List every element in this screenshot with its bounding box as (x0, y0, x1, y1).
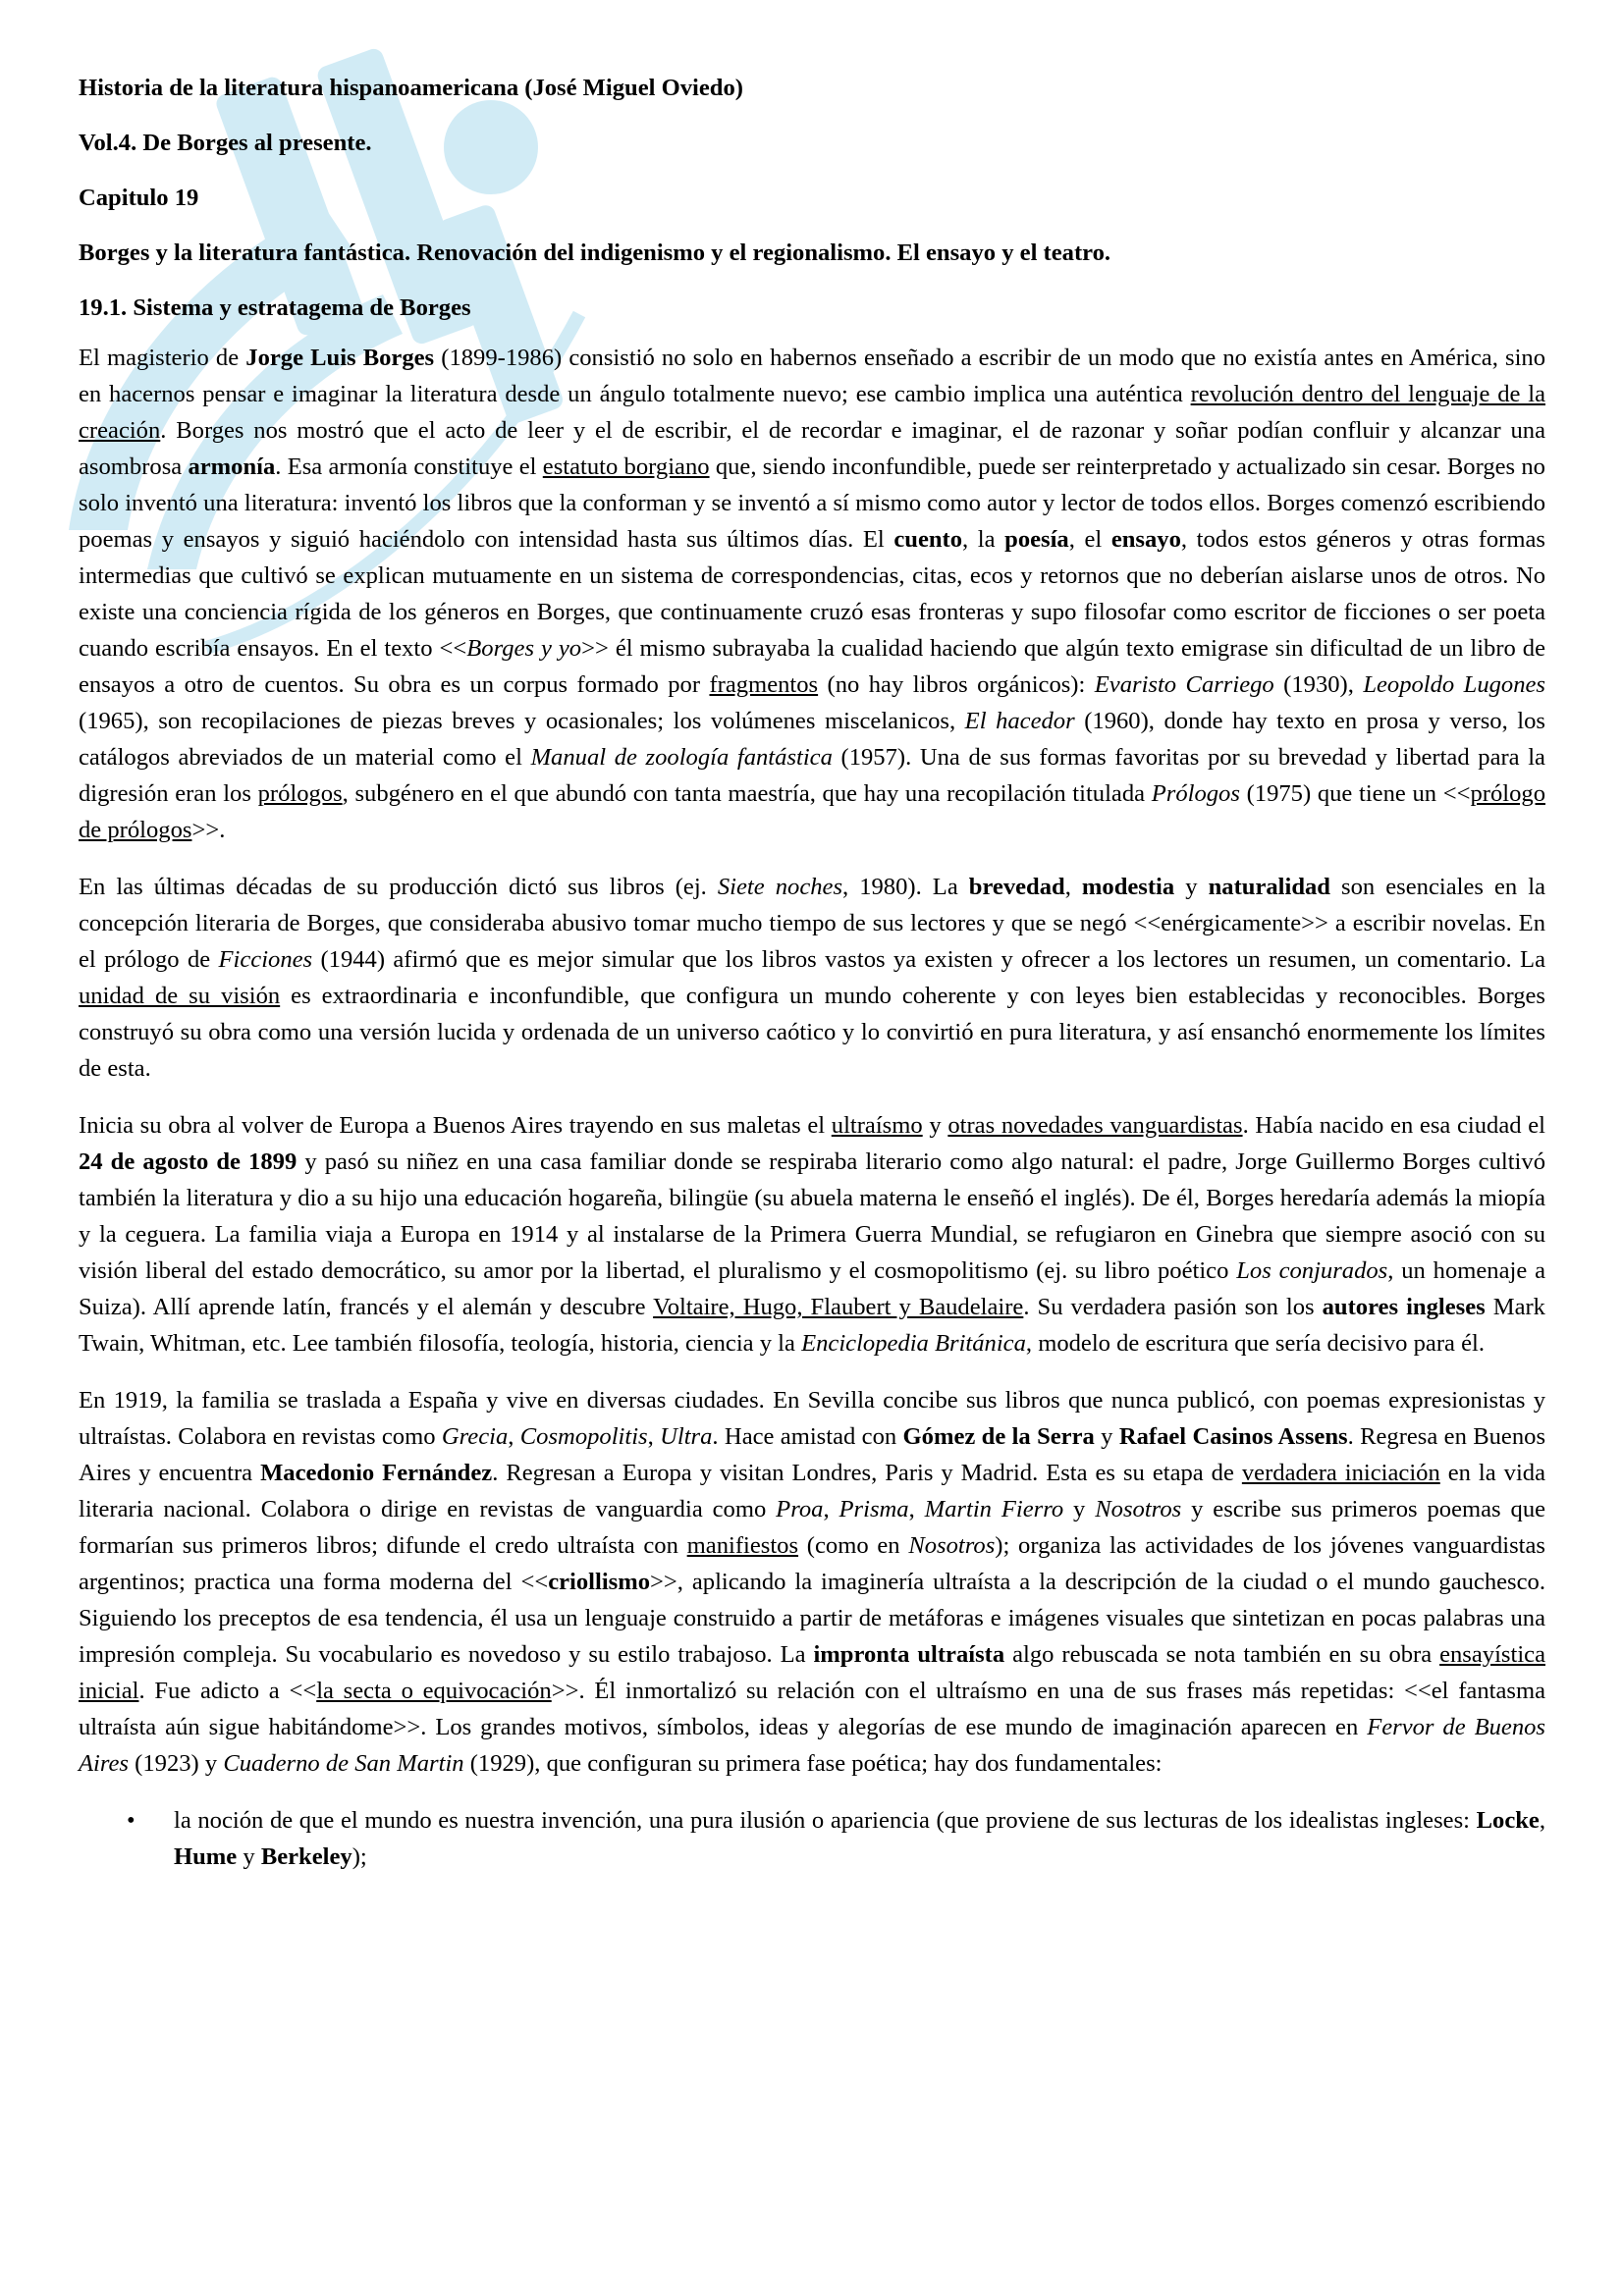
volume-title: Vol.4. De Borges al presente. (79, 130, 372, 156)
paragraph-3: Inicia su obra al volver de Europa a Buenos Aires trayendo en sus maletas el ultraísmo y otras novedades vanguardistas. Había nacido en esa ciudad el 24 de agosto de 1899 y pasó su niñez en una casa familiar donde se respiraba literario como algo natural: el padre, Jorge Guillermo Borges cultivó también la literatura y dio a su hijo una educación hogareña, bilingüe (su abuela materna le enseñó el inglés). De él, Borges heredaría además la miopía y la ceguera. La familia viaja a Europa en 1914 y al instalarse de la Primera Guerra Mundial, se refugiaron en Ginebra que siempre asoció con su visión liberal del estado democrático, su amor por la libertad, el pluralismo y el cosmopolitismo (ej. su libro poético Los conjurados, un homenaje a Suiza). Allí aprende latín, francés y el alemán y descubre Voltaire, Hugo, Flaubert y Baudelaire. Su verdadera pasión son los autores ingleses Mark Twain, Whitman, etc. Lee también filosofía, teología, historia, ciencia y la Enciclopedia Británica, modelo de escritura que sería decisivo para él. (79, 1112, 1546, 1357)
paragraph-2: En las últimas décadas de su producción dictó sus libros (ej. Siete noches, 1980). La brevedad, modestia y naturalidad son esenciales en la concepción literaria de Borges, que consideraba abusivo tomar mucho tiempo de sus lectores y que se negó <<enérgicamente>> a escribir novelas. En el prólogo de Ficciones (1944) afirmó que es mejor simular que los libros vastos ya existen y ofrecer a los lectores un resumen, un comentario. La unidad de su visión es extraordinaria e inconfundible, que configura un mundo coherente y con leyes bien establecidas y reconocibles. Borges construyó su obra como una versión lucida y ordenada de un universo caótico y lo convirtió en pura literatura, y así ensanchó enormemente los límites de esta. (79, 874, 1545, 1082)
document-page (79, 71, 1545, 1875)
chapter-title: Borges y la literatura fantástica. Renovación del indigenismo y el regionalismo. El ensayo y el teatro. (79, 240, 1111, 266)
chapter-number: Capitulo 19 (79, 185, 199, 211)
bullet-list (79, 1802, 1545, 1875)
paragraph-1: El magisterio de Jorge Luis Borges (1899-1986) consistió no solo en habernos enseñado a escribir de un modo que no existía antes en América, sino en hacernos pensar e imaginar la literatura desde un ángulo totalmente nuevo; ese cambio implica una auténtica revolución dentro del lenguaje de la creación. Borges nos mostró que el acto de leer y el de escribir, el de recordar e imaginar, el de razonar y soñar podían confluir y alcanzar una asombrosa armonía. Esa armonía constituye el estatuto borgiano que, siendo inconfundible, puede ser reinterpretado y actualizado sin cesar. Borges no solo inventó una literatura: inventó los libros que la conforman y se inventó a sí mismo como autor y lector de todos ellos. Borges comenzó escribiendo poemas y ensayos y siguió haciéndolo con intensidad hasta sus últimos días. El cuento, la poesía, el ensayo, todos estos géneros y otras formas intermedias que cultivó se explican mutuamente en un sistema de correspondencias, citas, ecos y retornos que no deberían aislarse unos de otros. No existe una conciencia rígida de los géneros en Borges, que continuamente cruzó esas fronteras y supo filosofar como escritor de ficciones o ser poeta cuando escribía ensayos. En el texto <<Borges y yo>> él mismo subrayaba la cualidad haciendo que algún texto emigrase sin dificultad de un libro de ensayos a otro de cuentos. Su obra es un corpus formado por fragmentos (no hay libros orgánicos): Evaristo Carriego (1930), Leopoldo Lugones (1965), son recopilaciones de piezas breves y ocasionales; los volúmenes miscelanicos, El hacedor (1960), donde hay texto en prosa y verso, los catálogos abreviados de un material como el Manual de zoología fantástica (1957). Una de sus formas favoritas por su brevedad y libertad para la digresión eran los prólogos, subgénero en el que abundó con tanta maestría, que hay una recopilación titulada Prólogos (1975) que tiene un <<prólogo de prólogos>>. (79, 345, 1546, 843)
section-title: 19.1. Sistema y estratagema de Borges (79, 294, 471, 321)
book-title: Historia de la literatura hispanoamericana (José Miguel Oviedo) (79, 75, 743, 101)
bullet-icon: • (127, 1807, 135, 1834)
paragraph-4: En 1919, la familia se traslada a España y vive en diversas ciudades. En Sevilla concibe sus libros que nunca publicó, con poemas expresionistas y ultraístas. Colabora en revistas como Grecia, Cosmopolitis, Ultra. Hace amistad con Gómez de la Serra y Rafael Casinos Assens. Regresa en Buenos Aires y encuentra Macedonio Fernández. Regresan a Europa y visitan Londres, Paris y Madrid. Esta es su etapa de verdadera iniciación en la vida literaria nacional. Colabora o dirige en revistas de vanguardia como Proa, Prisma, Martin Fierro y Nosotros y escribe sus primeros poemas que formarían sus primeros libros; difunde el credo ultraísta con manifiestos (como en Nosotros); organiza las actividades de los jóvenes vanguardistas argentinos; practica una forma moderna del <<criollismo>>, aplicando la imaginería ultraísta a la descripción de la ciudad o el mundo gauchesco. Siguiendo los preceptos de esa tendencia, él usa un lenguaje construido a partir de metáforas e imágenes visuales que sintetizan en pocas palabras una impresión compleja. Su vocabulario es novedoso y su estilo trabajoso. La impronta ultraísta algo rebuscada se nota también en su obra ensayística inicial. Fue adicto a <<la secta o equivocación>>. Él inmortalizó su relación con el ultraísmo en una de sus frases más repetidas: <<el fantasma ultraísta aún sigue habitándome>>. Los grandes motivos, símbolos, ideas y alegorías de ese mundo de imaginación aparecen en Fervor de Buenos Aires (1923) y Cuaderno de San Martin (1929), que configuran su primera fase poética; hay dos fundamentales: (79, 1387, 1546, 1777)
list-item: • la noción de que el mundo es nuestra invención, una pura ilusión o apariencia (que proviene de sus lecturas de los idealistas ingleses: Locke, Hume y Berkeley); (79, 1802, 1545, 1875)
